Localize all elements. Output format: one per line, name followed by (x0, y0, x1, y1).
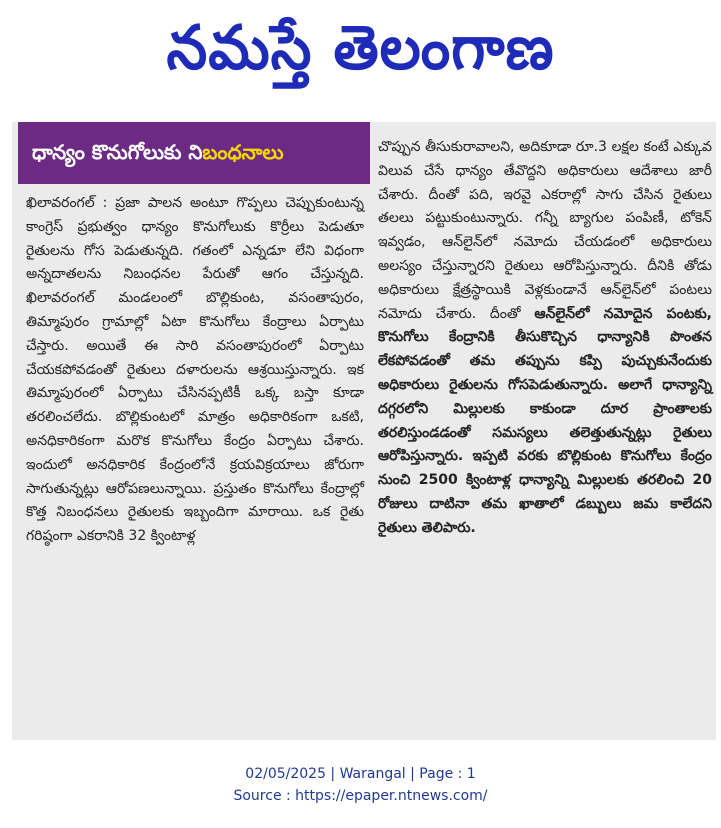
masthead (0, 0, 721, 110)
headline-text-2: బంధనాలు (202, 140, 284, 165)
newspaper-logo: నమస్తే తెలంగాణ (166, 11, 555, 83)
article-right-column (378, 136, 712, 541)
headline-text-1: ధాన్యం కొనుగోలుకు ని (32, 140, 203, 165)
article-body-right: చొప్పున తీసుకురావాలని, అదికూడా రూ.3 లక్షల కంటే ఎక్కువ విలువ చేసే ధాన్యం తేవొద్దని అధికారులు ఆదేశాలు జారీ చేశారు. దీంతో పది, ఇరవై ఎకరాల్లో సాగు చేసిన రైతులు తలలు పట్టుకుంటున్నారు. గన్నీ బ్యాగుల పంపిణీ, టోకెన్ ఇవ్వడం, ఆన్‌లైన్‌లో నమోదు చేయడంలో అధికారులు అలస్యం చేస్తున్నారని రైతులు ఆరోపిస్తున్నారు. దీనికి తోడు అధికారులు క్షేత్రస్థాయికి వెళ్లకుండానే ఆన్‌లైన్‌లో పంటలు నమోదు చేశారు. దీంతో (378, 139, 712, 322)
article-left-column (18, 122, 370, 549)
footer-source: Source : https://epaper.ntnews.com/ (233, 788, 488, 804)
article-body-right-bold: ఆన్‌లైన్‌లో నమోదైన పంటకు, కొనుగోలు కేంద్రానికి తీసుకొచ్చిన ధాన్యానికి పొంతన లేకపోవడంతో తమ తప్పును కప్పి పుచ్చుకునేందుకు అధికారులు రైతులను గోసపెడుతున్నారు. అలాగే ధాన్యాన్ని దగ్గరలోని మిల్లులకు కాకుండా దూర ప్రాంతాలకు తరలిస్తుండడంతో సమస్యలు తలెత్తుతున్నట్లు రైతులు ఆరోపిస్తున్నారు. ఇప్పటి వరకు బొల్లికుంట కొనుగోలు కేంద్రం నుంచి 2500 క్వింటాళ్ల ధాన్యాన్ని మిల్లులకు తరలించి 20 రోజులు దాటినా తమ ఖాతాలో డబ్బులు జమ కాలేదని రైతులు తెలిపారు. (378, 305, 712, 536)
article-body-left: ఖిలావరంగల్ : ప్రజా పాలన అంటూ గొప్పలు చెప్పుకుంటున్న కాంగ్రెస్ ప్రభుత్వం ధాన్యం కొనుగోలుకు కొర్రీలు పెడుతూ రైతులను గోస పెడుతున్నది. గతంలో ఎన్నడూ లేని విధంగా అన్నదాతలను నిబంధనల పేరుతో ఆగం చేస్తున్నది. ఖిలావరంగల్ మండలంలో బొల్లికుంట, వసంతాపురం, తిమ్మాపురం గ్రామాల్లో ఏటా కొనుగోలు కేంద్రాలు ఏర్పాటు చేస్తారు. అయితే ఈ సారి వసంతాపురంలో ఏర్పాటు చేయకపోవడంతో రైతులు దళారులను ఆశ్రయిస్తున్నారు. ఇక తిమ్మాపురంలో ఏర్పాటు చేసినప్పటికీ ఒక్క బస్తా కూడా తరలించలేదు. బొల్లికుంటలో మాత్రం అధికారికంగా ఒకటి, అనధికారికంగా మరొక కొనుగోలు కేంద్రం ఏర్పాటు చేశారు. ఇందులో అనధికారిక కేంద్రంలోనే క్రయవిక్రయాలు జోరుగా సాగుతున్నట్లు ఆరోపణలున్నాయి. ప్రస్తుతం కొనుగోలు కేంద్రాల్లో కొత్త నిబంధనలు రైతులకు ఇబ్బందిగా మారాయి. ఒక రైతు గరిష్ఠంగా ఎకరానికి 32 క్వింటాళ్ల (26, 195, 364, 545)
article-headline (18, 122, 370, 184)
news-clipping (12, 122, 716, 740)
footer-date-edition: 02/05/2025 | Warangal | Page : 1 (245, 766, 476, 782)
